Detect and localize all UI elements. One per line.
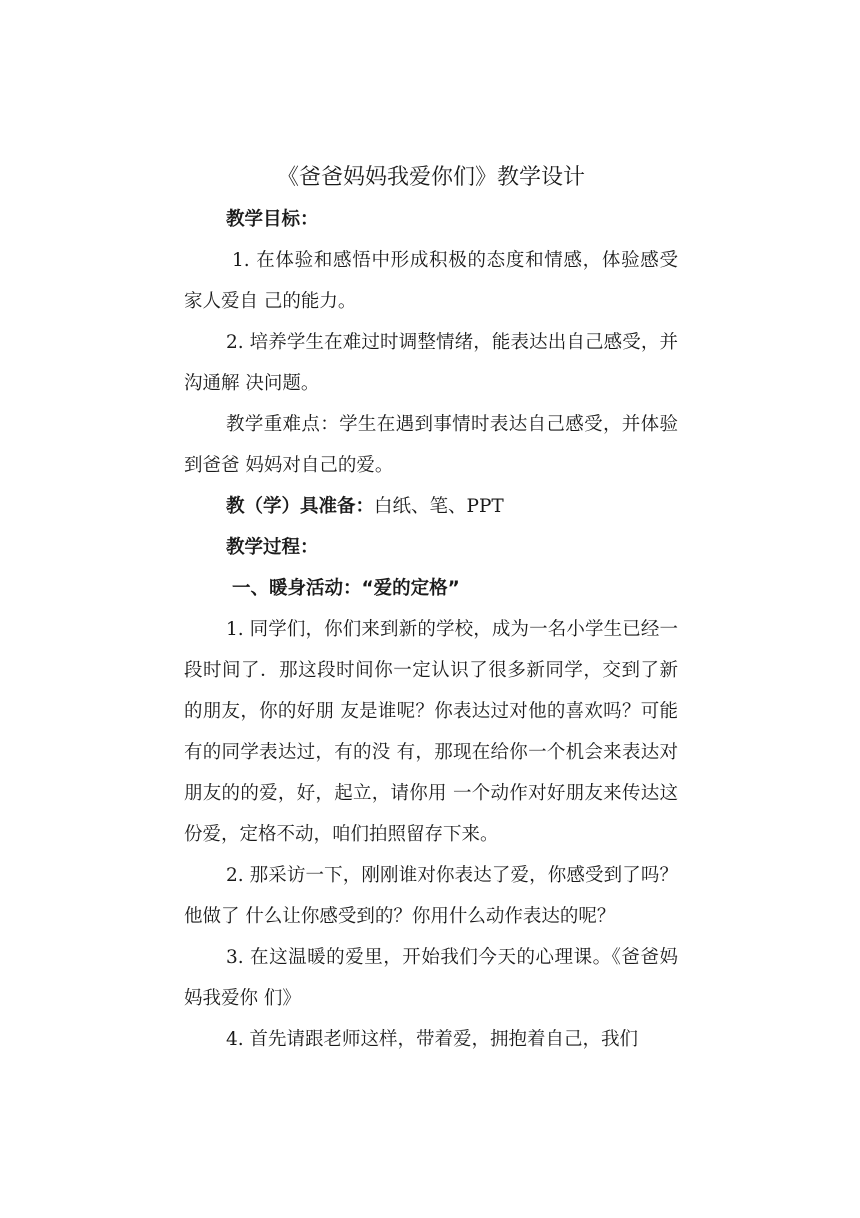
document-title: 《爸爸妈妈我爱你们》教学设计 <box>276 165 585 190</box>
preparation-label: 教（学）具准备： <box>226 496 375 517</box>
section-1-heading: 一、暖身活动：“爱的定格” <box>232 578 460 599</box>
process-heading: 教学过程： <box>226 537 319 558</box>
objective-2: 2. 培养学生在难过时调整情绪，能表达出自己感受，并沟通解 决问题。 <box>184 332 678 394</box>
step-3: 3. 在这温暖的爱里，开始我们今天的心理课。《爸爸妈妈我爱你 们》 <box>184 947 678 1009</box>
key-points: 教学重难点：学生在遇到事情时表达自己感受，并体验到爸爸 妈妈对自己的爱。 <box>184 414 678 476</box>
preparation-value: 白纸、笔、PPT <box>374 496 504 517</box>
objective-1: 1. 在体验和感悟中形成积极的态度和情感，体验感受家人爱自 己的能力。 <box>184 250 678 312</box>
objectives-heading: 教学目标： <box>226 209 319 230</box>
step-1: 1. 同学们，你们来到新的学校，成为一名小学生已经一段时间了．那这段时间你一定认识了很多新同学，交到了新的朋友，你的好朋 友是谁呢？你表达过对他的喜欢吗？可能有的同学表达过，有的没 有，那现在给你一个机会来表达对朋友的的爱，好，起立，请你用 一个动作对好朋友来传达这份爱，定格不动，咱们拍照留存下来。 <box>184 619 678 845</box>
step-2: 2. 那采访一下，刚刚谁对你表达了爱，你感受到了吗？他做了 什么让你感受到的？你用什么动作表达的呢？ <box>184 865 678 927</box>
step-4: 4. 首先请跟老师这样，带着爱，拥抱着自己，我们 <box>226 1029 639 1050</box>
document-body <box>184 157 678 1060</box>
preparation-line <box>184 486 678 527</box>
